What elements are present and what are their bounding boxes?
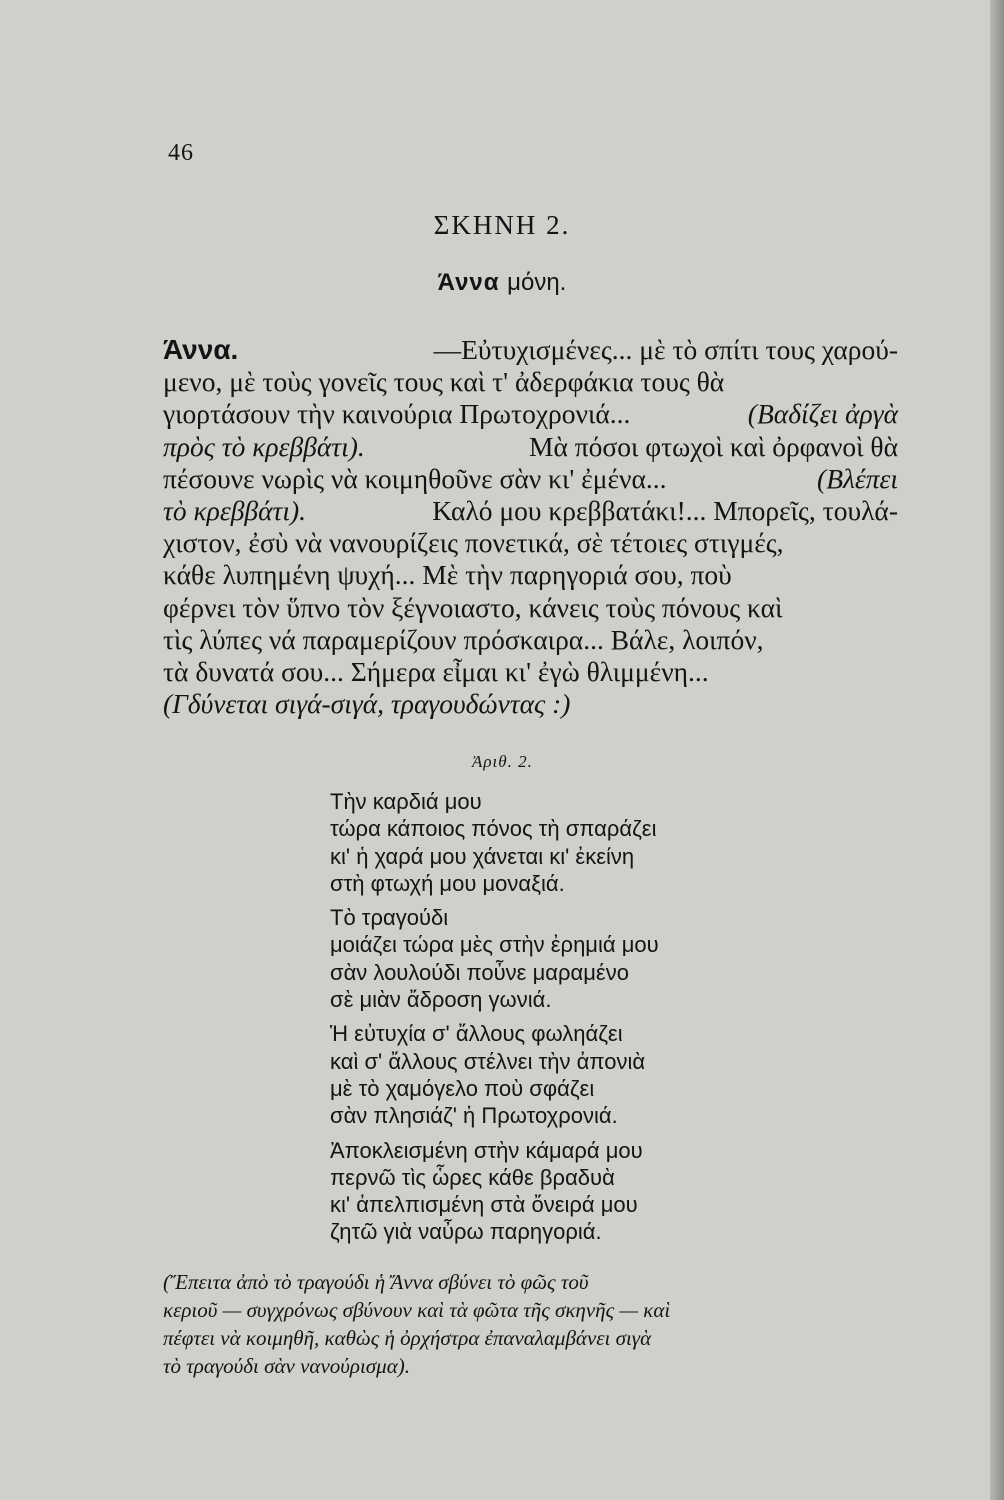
closing-line xyxy=(163,1296,898,1324)
monologue-line-7 xyxy=(163,527,898,559)
lyric-line: μοιάζει τώρα μὲς στὴν ἐρημιά μου xyxy=(330,932,659,958)
lyric-line: στὴ φτωχή μου μοναξιά. xyxy=(330,870,565,896)
stage-direction: πρὸς τὸ κρεββάτι). xyxy=(163,430,365,462)
lyric-line: Ἡ εὐτυχία σ' ἄλλους φωληάζει xyxy=(330,1021,623,1047)
closing-stage-direction xyxy=(163,1268,898,1380)
stanza xyxy=(330,788,830,897)
monologue-text: τὶς λύπες νά παραμερίζουν πρόσκαιρα... Βάλε, λοιπόν, xyxy=(163,623,764,655)
monologue-line-6 xyxy=(163,495,898,527)
closing-text: πέφτει νὰ κοιμηθῆ, καθὼς ἡ ὀρχήστρα ἐπαναλαμβάνει σιγὰ xyxy=(163,1326,652,1350)
stage-direction: (Βλέπει xyxy=(817,462,898,494)
monologue-line-3 xyxy=(163,398,898,430)
song-number-label: Ἀριθ. 2. xyxy=(472,752,533,771)
monologue-text: Μὰ πόσοι φτωχοὶ καὶ ὀρφανοὶ θὰ xyxy=(529,430,898,462)
page-number: 46 xyxy=(168,140,194,166)
lyric-line: μὲ τὸ χαμόγελο ποὺ σφάζει xyxy=(330,1075,595,1101)
closing-text: κεριοῦ — συγχρόνως σβύνουν καὶ τὰ φῶτα τῆς σκηνῆς — καὶ xyxy=(163,1298,671,1322)
closing-line xyxy=(163,1268,898,1296)
monologue-text: πέσουνε νωρὶς νὰ κοιμηθοῦνε σὰν κι' ἐμένα... xyxy=(163,462,667,494)
lyric-line: καὶ σ' ἄλλους στέλνει τὴν ἀπονιὰ xyxy=(330,1048,646,1074)
lyric-line: Τὸ τραγούδι xyxy=(330,905,449,931)
monologue-line-2 xyxy=(163,366,898,398)
monologue-text: κάθε λυπημένη ψυχή... Μὲ τὴν παρηγοριά σου, ποὺ xyxy=(163,559,732,591)
scene-subtitle-name: Άννα xyxy=(437,269,500,296)
monologue-line-8 xyxy=(163,559,898,591)
lyric-line: ζητῶ γιὰ ναὖρω παρηγοριά. xyxy=(330,1219,602,1245)
monologue-text: χιστον, ἐσὺ νὰ νανουρίζεις πονετικά, σὲ τέτοιες στιγμές, xyxy=(163,527,784,559)
closing-line xyxy=(163,1352,898,1380)
lyric-line: σὰν λουλούδι ποὖνε μαραμένο xyxy=(330,959,629,985)
scene-title: ΣΚΗΝΗ 2. xyxy=(433,210,571,240)
speaker-name: Άννα. xyxy=(163,334,239,365)
lyric-line: Τὴν καρδιά μου xyxy=(330,789,482,814)
stanza xyxy=(330,1137,830,1246)
monologue-text: γιορτάσουν τὴν καινούρια Πρωτοχρονιά... xyxy=(163,398,631,430)
stanza xyxy=(330,1020,830,1129)
lyric-line: κι' ἀπελπισμένη στὰ ὄνειρά μου xyxy=(330,1192,638,1218)
song-lyrics xyxy=(330,788,830,1253)
monologue-text: Καλό μου κρεββατάκι!... Μπορεῖς, τουλά- xyxy=(432,494,898,526)
lyric-line: σὰν πλησιάζ' ἡ Πρωτοχρονιά. xyxy=(330,1103,618,1129)
lyric-line: τώρα κάποιος πόνος τὴ σπαράζει xyxy=(330,816,657,842)
monologue-line-12 xyxy=(163,688,898,720)
closing-text: τὸ τραγούδι σὰν νανούρισμα). xyxy=(163,1354,410,1378)
lyric-line: σὲ μιὰν ἄδροση γωνιά. xyxy=(330,987,552,1013)
closing-line xyxy=(163,1324,898,1352)
stage-direction: τὸ κρεββάτι). xyxy=(163,494,307,526)
closing-text: (Ἔπειτα ἀπὸ τὸ τραγούδι ἡ Ἄννα σβύνει τὸ φῶς τοῦ xyxy=(163,1270,589,1294)
scene-subtitle-rest: μόνη. xyxy=(507,269,567,296)
lyric-line: περνῶ τὶς ὧρες κάθε βραδυὰ xyxy=(330,1164,615,1190)
monologue-text: τὰ δυνατά σου... Σήμερα εἶμαι κι' ἐγὼ θλιμμένη... xyxy=(163,655,709,687)
monologue-text: —Εὐτυχισμένες... μὲ τὸ σπίτι τους χαρού- xyxy=(433,334,898,365)
stage-direction: (Βαδίζει ἀργὰ xyxy=(747,398,898,430)
monologue-line-9 xyxy=(163,592,898,624)
monologue-line-10 xyxy=(163,624,898,656)
monologue-text: φέρνει τὸν ὕπνο τὸν ξέγνοιαστο, κάνεις τοὺς πόνους καὶ xyxy=(163,591,783,623)
monologue-line-5 xyxy=(163,463,898,495)
monologue-line-4 xyxy=(163,431,898,463)
lyric-line: Ἀποκλεισμένη στὴν κάμαρά μου xyxy=(330,1137,643,1163)
scene-subtitle xyxy=(0,268,1004,297)
monologue-text: μενο, μὲ τοὺς γονεῖς τους καὶ τ' ἀδερφάκια τους θὰ xyxy=(163,366,725,398)
lyric-line: κι' ἡ χαρά μου χάνεται κι' ἐκείνη xyxy=(330,843,635,869)
monologue xyxy=(163,334,898,720)
stanza xyxy=(330,904,830,1013)
monologue-line-11 xyxy=(163,656,898,688)
monologue-line-1 xyxy=(163,334,898,366)
stage-direction: (Γδύνεται σιγά-σιγά, τραγουδώντας :) xyxy=(163,688,571,720)
